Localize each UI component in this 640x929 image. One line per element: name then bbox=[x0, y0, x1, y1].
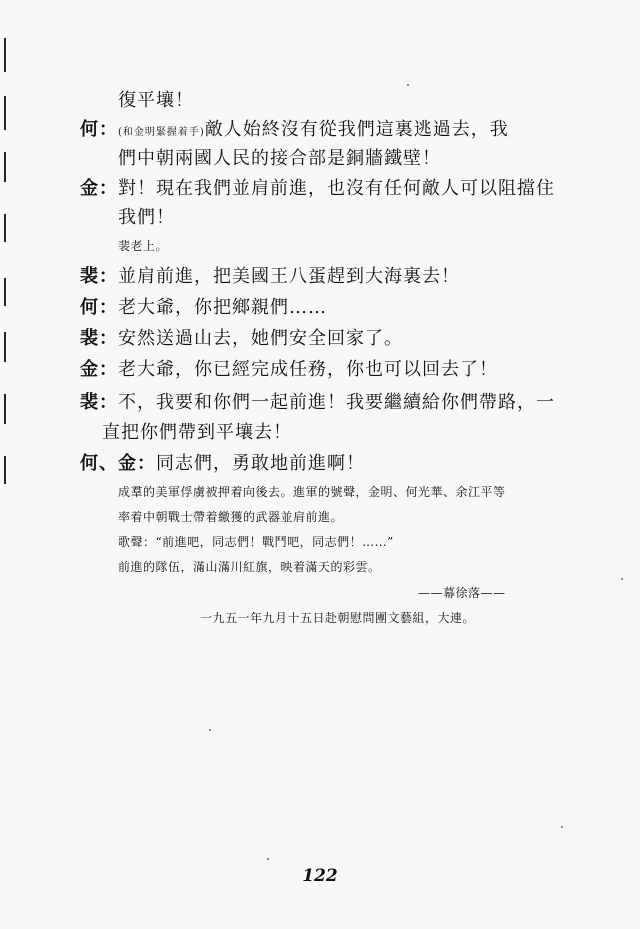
dialogue-line: 直把你們帶到平壤去！ bbox=[102, 422, 292, 443]
scan-edge-mark bbox=[4, 152, 6, 182]
stage-direction: 前進的隊伍，滿山滿川紅旗，映着滿天的彩雲。 bbox=[118, 560, 381, 574]
curtain-note: ——幕徐落—— bbox=[418, 586, 506, 600]
page-number: 122 bbox=[302, 866, 338, 886]
dialogue-text: 老大爺，你已經完成任務，你也可以回去了！ bbox=[118, 359, 498, 380]
stage-direction: 裴老上。 bbox=[118, 239, 169, 253]
scan-edge-mark bbox=[4, 332, 6, 362]
scan-edge-mark bbox=[4, 278, 6, 306]
date-place-note: 一九五一年九月十五日赴朝慰問團文藝組，大連。 bbox=[200, 611, 476, 625]
speaker-label: 裴： bbox=[80, 328, 118, 349]
dialogue-line: 復平壤！ bbox=[118, 90, 194, 111]
dialogue-text: 同志們，勇敢地前進啊！ bbox=[156, 453, 365, 474]
dialogue-text: 安然送過山去，她們安全回家了。 bbox=[118, 328, 403, 349]
speaker-label: 金： bbox=[80, 178, 118, 199]
dialogue-text: 敵人始終沒有從我們這裏逃過去，我 bbox=[204, 119, 509, 140]
dialogue-line bbox=[80, 180, 555, 198]
dialogue-line bbox=[80, 330, 403, 348]
dialogue-line: 們中朝兩國人民的接合部是銅牆鐵壁！ bbox=[118, 148, 441, 169]
dialogue-text: 老大爺，你把鄉親們…… bbox=[118, 297, 327, 318]
scan-speck bbox=[209, 729, 211, 731]
dialogue-line: 我們！ bbox=[118, 207, 175, 228]
speaker-label: 裴： bbox=[80, 266, 118, 287]
scan-edge-mark bbox=[4, 96, 6, 130]
scan-edge-mark bbox=[4, 214, 6, 242]
speaker-label: 裴： bbox=[80, 392, 118, 413]
dialogue-line bbox=[80, 361, 498, 379]
scan-speck bbox=[267, 858, 269, 860]
stage-direction: 率着中朝戰士帶着繳獲的武器並肩前進。 bbox=[118, 510, 344, 524]
stage-direction: 歌聲：“前進吧，同志們！戰鬥吧，同志們！……” bbox=[118, 535, 394, 549]
dialogue-line bbox=[80, 299, 327, 317]
scan-edge-mark bbox=[4, 456, 6, 484]
speaker-label: 何、金： bbox=[80, 453, 156, 474]
dialogue-line bbox=[80, 394, 555, 412]
stage-direction-inline: (和金明緊握着手) bbox=[118, 127, 205, 138]
speaker-label: 何： bbox=[80, 119, 118, 140]
scan-speck bbox=[407, 84, 409, 86]
speaker-label: 金： bbox=[80, 359, 118, 380]
dialogue-text: 不，我要和你們一起前進！我要繼續給你們帶路，一 bbox=[118, 392, 555, 413]
stage-direction: 成羣的美軍俘虜被押着向後去。進軍的號聲，金明、何光華、余江平等 bbox=[118, 485, 506, 499]
dialogue-text: 對！現在我們並肩前進，也沒有任何敵人可以阻擋住 bbox=[118, 178, 555, 199]
scan-edge-mark bbox=[4, 38, 6, 72]
scan-speck bbox=[621, 578, 623, 580]
dialogue-line bbox=[80, 121, 509, 139]
scan-edge-mark bbox=[4, 394, 6, 424]
dialogue-line bbox=[80, 268, 460, 286]
speaker-label: 何： bbox=[80, 297, 118, 318]
scan-speck bbox=[561, 826, 563, 828]
dialogue-line bbox=[80, 455, 365, 473]
dialogue-text: 並肩前進，把美國王八蛋趕到大海裏去！ bbox=[118, 266, 460, 287]
